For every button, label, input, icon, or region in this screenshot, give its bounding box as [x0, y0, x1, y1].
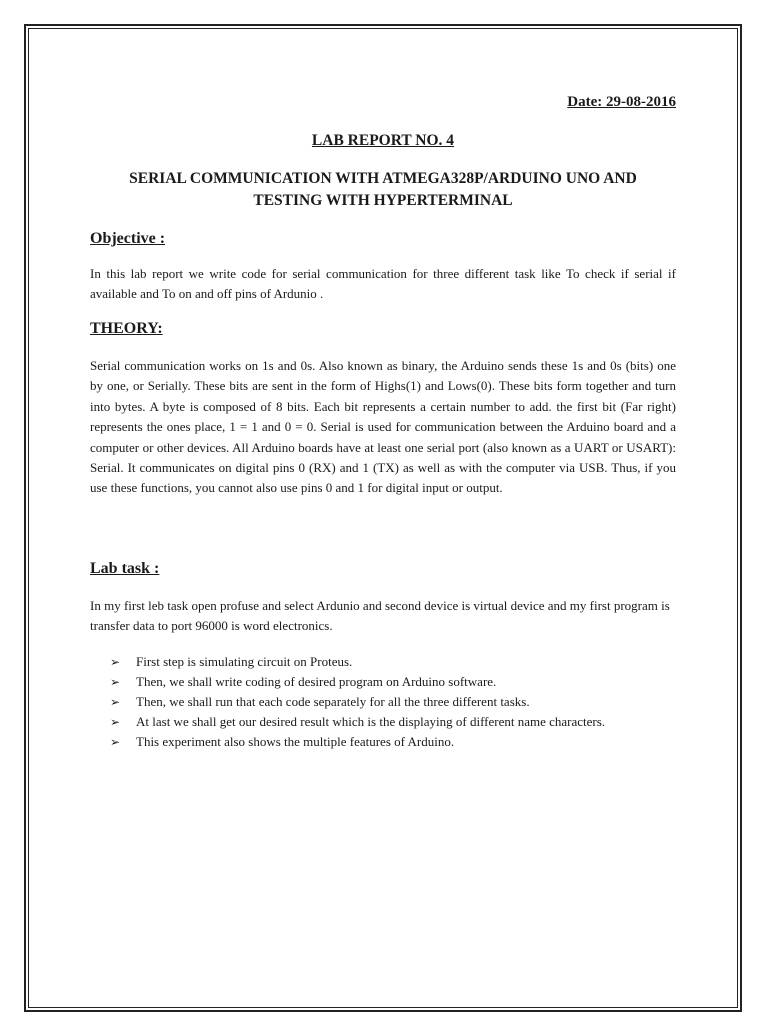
list-item — [110, 652, 670, 672]
objective-heading: Objective : — [90, 230, 166, 247]
arrow-bullet-icon: ➢ — [110, 655, 121, 669]
list-item — [110, 712, 670, 732]
objective-text: In this lab report we write code for serial communication for three different task like To check if serial if available and To on and off pins of Ardunio . — [90, 266, 676, 302]
lab-task-steps-list — [110, 652, 670, 752]
report-title-line-2: TESTING WITH HYPERTERMINAL — [253, 192, 513, 209]
list-item-text: Then, we shall write coding of desired program on Arduino software. — [136, 674, 497, 689]
arrow-bullet-icon: ➢ — [110, 735, 121, 749]
theory-text: Serial communication works on 1s and 0s. Also known as binary, the Arduino sends these 1s and 0s (bits) one by one, or Serially. These bits are sent in the form of Highs(1) and Lows(0). These bits form together and turn into bytes. A byte is composed of 8 bits. Each bit represents a certain number to add. the first bit (Far right) represents the ones place, 1 = 1 and 0 = 0. Serial is used for communication between the Arduino board and a computer or other devices. All Arduino boards have at least one serial port (also known as a UART or USART): Serial. It communicates on digital pins 0 (RX) and 1 (TX) as well as with the computer via USB. Thus, if you use these functions, you cannot also use pins 0 and 1 for digital input or output. — [90, 358, 676, 496]
lab-task-text: In my first leb task open profuse and select Ardunio and second device is virtual device and my first program is transfer data to port 96000 is word electronics. — [90, 598, 670, 634]
list-item-text: First step is simulating circuit on Proteus. — [136, 654, 353, 669]
report-title — [90, 168, 676, 212]
report-number: LAB REPORT NO. 4 — [311, 132, 455, 149]
list-item-text: At last we shall get our desired result which is the displaying of different name characters. — [136, 714, 606, 729]
list-item-text: Then, we shall run that each code separately for all the three different tasks. — [136, 694, 530, 709]
arrow-bullet-icon: ➢ — [110, 675, 121, 689]
list-item — [110, 672, 670, 692]
arrow-bullet-icon: ➢ — [110, 695, 121, 709]
theory-heading: THEORY: — [90, 320, 163, 337]
arrow-bullet-icon: ➢ — [110, 715, 121, 729]
lab-task-heading: Lab task : — [90, 560, 160, 577]
list-item-text: This experiment also shows the multiple features of Arduino. — [136, 734, 455, 749]
list-item — [110, 692, 670, 712]
report-date: Date: 29-08-2016 — [567, 94, 676, 110]
list-item — [110, 732, 670, 752]
report-title-line-1: SERIAL COMMUNICATION WITH ATMEGA328P/ARDUINO UNO AND — [129, 170, 637, 187]
